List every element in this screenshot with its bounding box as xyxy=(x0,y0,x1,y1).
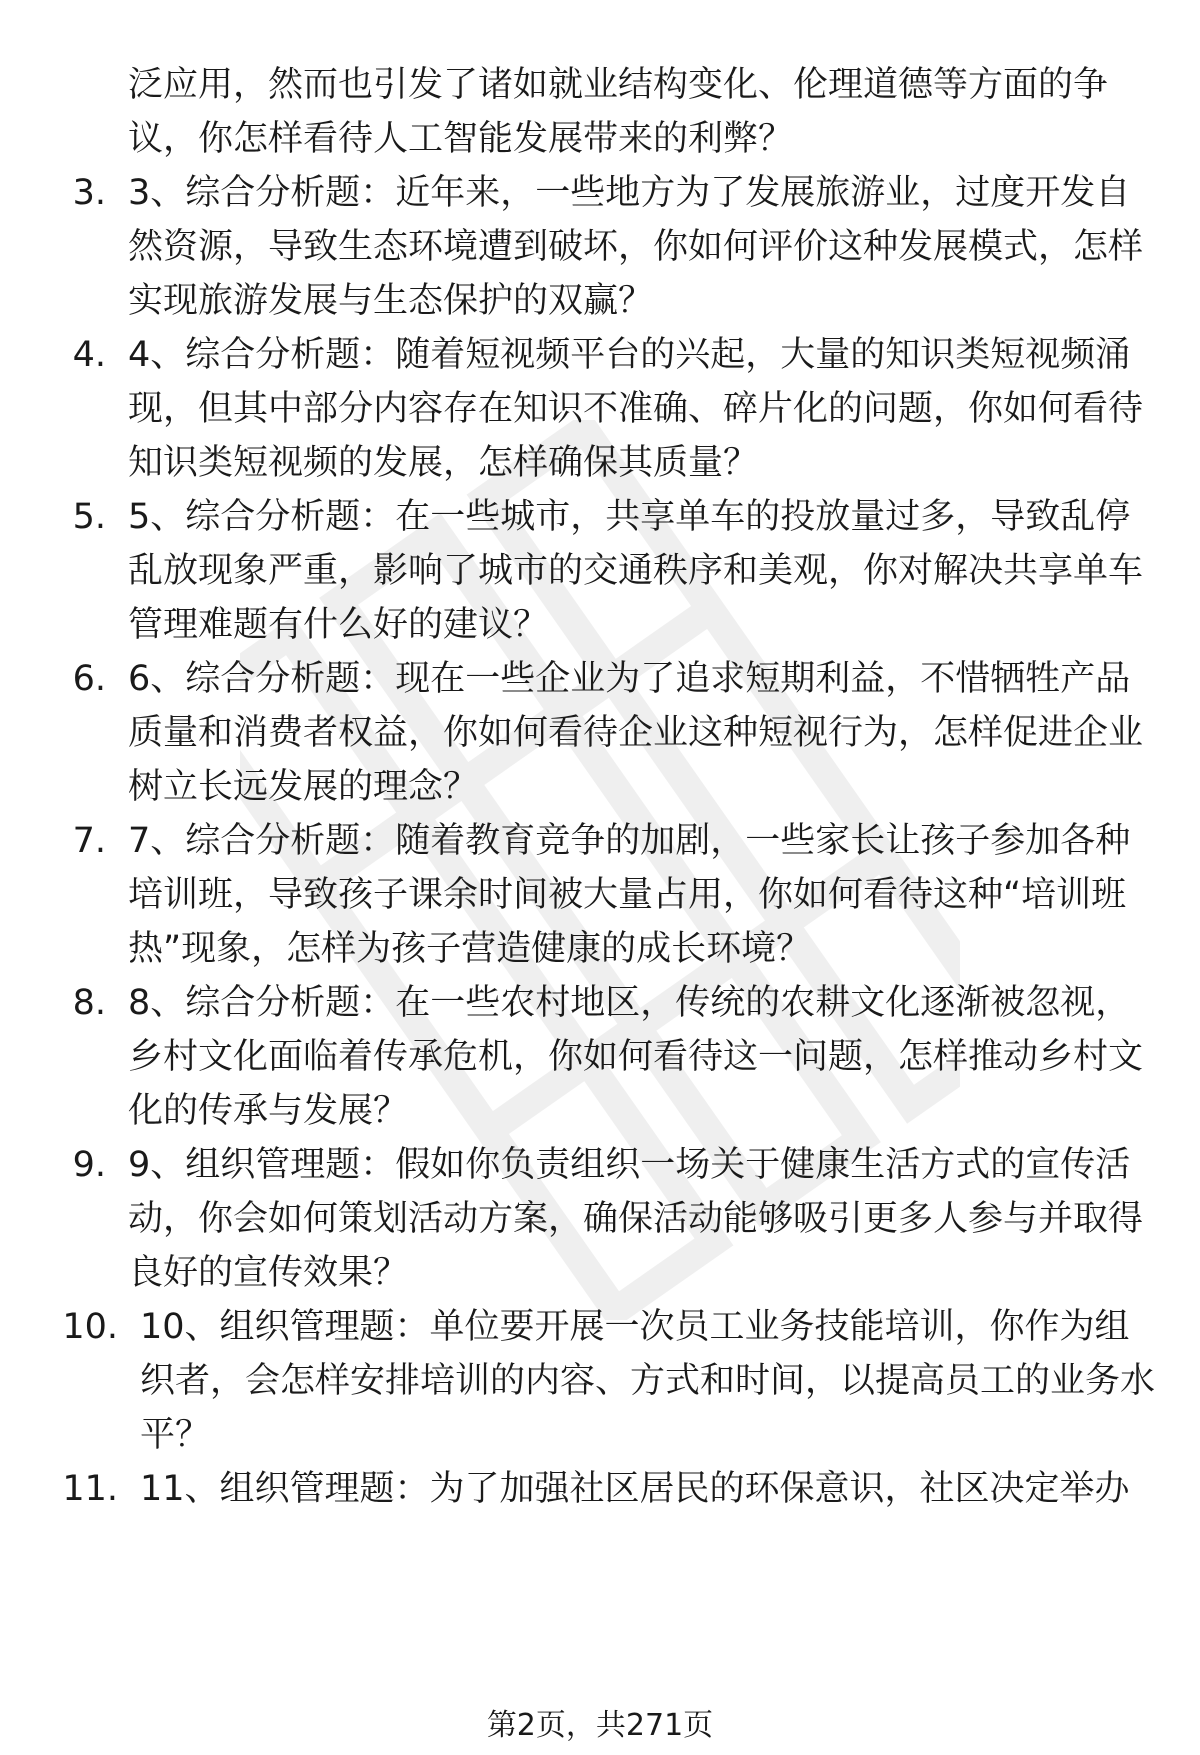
item-text: 10、组织管理题：单位要开展一次员工业务技能培训，你作为组织者，会怎样安排培训的内容、方式和时间，以提高员工的业务水平？ xyxy=(140,1307,1156,1455)
item-number: 9. xyxy=(72,1145,106,1185)
item-text: 8、综合分析题：在一些农村地区，传统的农耕文化逐渐被忽视，乡村文化面临着传承危机，你如何看待这一问题，怎样推动乡村文化的传承与发展？ xyxy=(128,983,1144,1131)
continued-paragraph: 泛应用，然而也引发了诸如就业结构变化、伦理道德等方面的争议，你怎样看待人工智能发展带来的利弊？ xyxy=(128,65,1109,159)
item-number: 8. xyxy=(72,983,106,1023)
item-number: 10. xyxy=(62,1307,118,1347)
item-text: 9、组织管理题：假如你负责组织一场关于健康生活方式的宣传活动，你会如何策划活动方案，确保活动能够吸引更多人参与并取得良好的宣传效果？ xyxy=(128,1145,1144,1293)
item-text: 3、综合分析题：近年来，一些地方为了发展旅游业，过度开发自然资源，导致生态环境遭到破坏，你如何评价这种发展模式，怎样实现旅游发展与生态保护的双赢？ xyxy=(128,173,1144,321)
item-text: 7、综合分析题：随着教育竞争的加剧，一些家长让孩子参加各种培训班，导致孩子课余时间被大量占用，你如何看待这种“培训班热”现象，怎样为孩子营造健康的成长环境？ xyxy=(128,821,1131,969)
item-number: 5. xyxy=(72,497,106,537)
item-text: 11、组织管理题：为了加强社区居民的环保意识，社区决定举办 xyxy=(140,1469,1130,1509)
page-footer: 第2页，共271页 xyxy=(486,1708,714,1743)
item-number: 7. xyxy=(72,821,106,861)
item-text: 5、综合分析题：在一些城市，共享单车的投放量过多，导致乱停乱放现象严重，影响了城市的交通秩序和美观，你对解决共享单车管理难题有什么好的建议？ xyxy=(128,497,1144,645)
item-number: 11. xyxy=(62,1469,118,1509)
item-text: 6、综合分析题：现在一些企业为了追求短期利益，不惜牺牲产品质量和消费者权益，你如何看待企业这种短视行为，怎样促进企业树立长远发展的理念？ xyxy=(128,659,1144,807)
item-number: 4. xyxy=(72,335,106,375)
item-number: 6. xyxy=(72,659,106,699)
item-number: 3. xyxy=(72,173,106,213)
item-text: 4、综合分析题：随着短视频平台的兴起，大量的知识类短视频涌现，但其中部分内容存在知识不准确、碎片化的问题，你如何看待知识类短视频的发展，怎样确保其质量？ xyxy=(128,335,1144,483)
